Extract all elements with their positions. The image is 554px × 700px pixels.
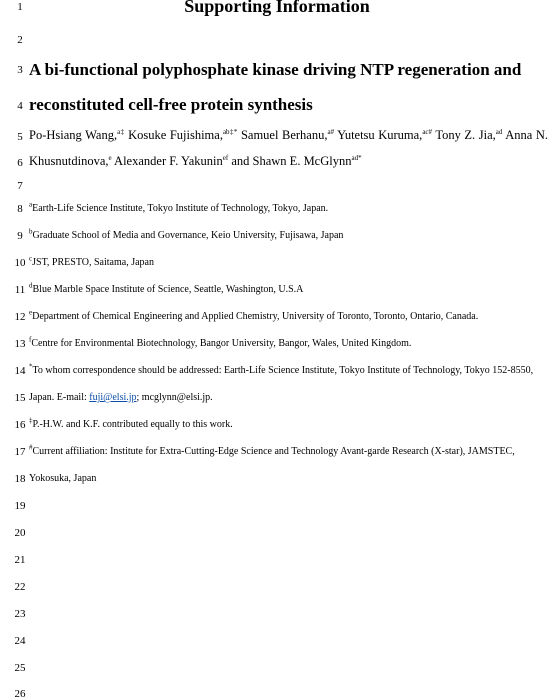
current-affiliation-text: Current affiliation: Institute for Extra-Cutting-Edge Science and Technology Avant-garde Research (X-star), JAMSTEC, [32, 446, 515, 457]
equal-contribution-marker: ‡ [29, 416, 33, 425]
correspondence-line-1 [29, 364, 548, 377]
affiliation-f [29, 337, 548, 350]
author-affiliation-marker: ad [495, 127, 503, 136]
line-number-26: 26 [14, 688, 26, 700]
correspondence-text: To whom correspondence should be addressed: Earth-Life Science Institute, Tokyo Institute of Technology, Tokyo 152-8550, [32, 365, 534, 376]
line-number-15: 15 [14, 392, 26, 404]
author-affiliation-marker: ad* [351, 153, 362, 162]
line-number-14: 14 [14, 365, 26, 377]
line-number-19: 19 [14, 500, 26, 512]
current-affiliation-marker: # [29, 443, 33, 452]
equal-contribution-note [29, 418, 548, 431]
line-number-20: 20 [14, 527, 26, 539]
line-number-4: 4 [17, 100, 23, 112]
affiliation-marker: c [29, 254, 33, 263]
author-affiliation-marker: e [108, 153, 112, 162]
affiliation-marker: d [29, 281, 33, 290]
line-number-5: 5 [17, 131, 23, 143]
affiliation-marker: a [29, 200, 33, 209]
line-number-3: 3 [17, 64, 23, 76]
affiliation-d [29, 283, 548, 296]
author-affiliation-marker: ef [222, 153, 229, 162]
author-affiliation-marker: ab‡* [222, 127, 238, 136]
correspondence-line-2 [29, 391, 548, 404]
affiliation-text: Blue Marble Space Institute of Science, Seattle, Washington, U.S.A [32, 284, 304, 295]
author-name: Alexander F. Yakunin [111, 154, 223, 168]
affiliation-marker: e [29, 308, 33, 317]
paper-title-line-1: A bi-functional polyphosphate kinase driving NTP regeneration and [29, 60, 522, 79]
author-name: Po-Hsiang Wang, [29, 128, 118, 142]
affiliation-marker: b [29, 227, 33, 236]
line-number-2: 2 [17, 34, 23, 46]
correspondence-text: ; mcglynn@elsi.jp. [136, 392, 213, 403]
line-number-18: 18 [14, 473, 26, 485]
line-number-23: 23 [14, 608, 26, 620]
line-number-13: 13 [14, 338, 26, 350]
line-number-10: 10 [14, 257, 26, 269]
author-list-line-2 [29, 154, 548, 169]
paper-title-line-2: reconstituted cell-free protein synthesis [29, 95, 313, 114]
author-name: and Shawn E. McGlynn [228, 154, 352, 168]
line-number-25: 25 [14, 662, 26, 674]
affiliation-c [29, 256, 548, 269]
current-affiliation-line-2: Yokosuka, Japan [29, 473, 97, 484]
affiliation-text: Graduate School of Media and Governance, Keio University, Fujisawa, Japan [32, 230, 344, 241]
affiliation-e [29, 310, 548, 323]
affiliation-a [29, 202, 548, 215]
line-number-8: 8 [17, 203, 23, 215]
affiliation-marker: f [29, 335, 32, 344]
equal-contribution-text: P.-H.W. and K.F. contributed equally to this work. [32, 419, 233, 430]
line-number-22: 22 [14, 581, 26, 593]
document-heading: Supporting Information [184, 0, 370, 16]
affiliation-text: Centre for Environmental Biotechnology, Bangor University, Bangor, Wales, United Kingdom. [31, 338, 412, 349]
author-name: Samuel Berhanu, [240, 128, 328, 142]
current-affiliation-line-1 [29, 445, 548, 458]
correspondence-marker: * [29, 362, 33, 371]
author-name: Anna N. [505, 128, 548, 142]
line-number-24: 24 [14, 635, 26, 647]
author-name: Khusnutdinova, [29, 154, 109, 168]
line-number-9: 9 [17, 230, 23, 242]
author-name: Tony Z. Jia, [435, 128, 496, 142]
author-affiliation-marker: ac# [422, 127, 433, 136]
line-number-7: 7 [17, 180, 23, 192]
author-name: Kosuke Fujishima, [128, 128, 223, 142]
email-link[interactable]: fuji@elsi.jp [89, 392, 137, 403]
correspondence-text: Japan. E-mail: [29, 392, 90, 403]
affiliation-text: Department of Chemical Engineering and Applied Chemistry, University of Toronto, Toronto, Ontario, Canada. [32, 311, 479, 322]
line-number-1: 1 [17, 1, 23, 13]
line-number-12: 12 [14, 311, 26, 323]
affiliation-text: Earth-Life Science Institute, Tokyo Institute of Technology, Tokyo, Japan. [32, 203, 329, 214]
affiliation-text: JST, PRESTO, Saitama, Japan [32, 257, 154, 268]
author-name: Yutetsu Kuruma, [337, 128, 423, 142]
author-affiliation-marker: a# [327, 127, 335, 136]
line-number-16: 16 [14, 419, 26, 431]
line-number-11: 11 [14, 284, 26, 296]
line-number-21: 21 [14, 554, 26, 566]
author-affiliation-marker: a‡ [117, 127, 125, 136]
line-number-6: 6 [17, 157, 23, 169]
line-number-17: 17 [14, 446, 26, 458]
affiliation-b [29, 229, 548, 242]
author-list-line-1 [29, 128, 548, 143]
